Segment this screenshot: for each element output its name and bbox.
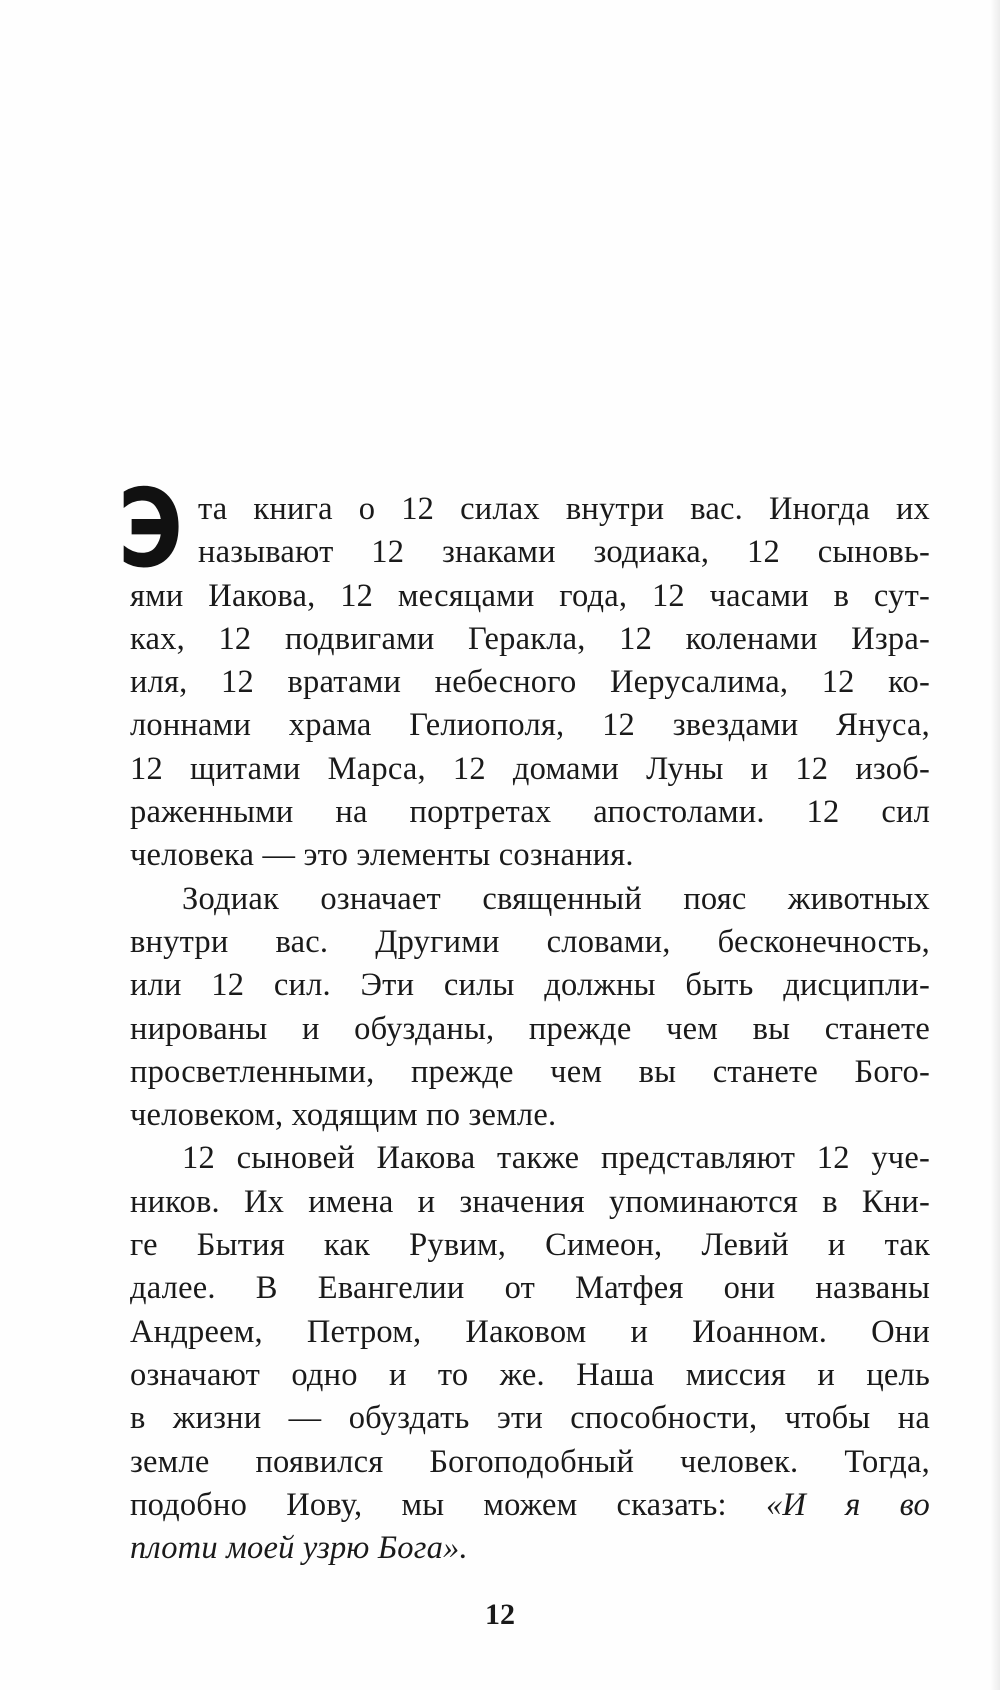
page-number: 12 [485,1598,515,1631]
text-line: иля, 12 вратами небесного Иерусалима, 12 ко- [130,664,930,701]
text-line-mixed [130,1484,930,1527]
text-line: 12 щитами Марса, 12 домами Луны и 12 изоб- [130,750,930,787]
text-line: человека — это элементы сознания. [130,837,634,874]
text-line: внутри вас. Другими словами, бесконечность, [130,923,930,960]
text-line: ями Иакова, 12 месяцами года, 12 часами в сут- [130,577,930,614]
text-line: ников. Их имена и значения упоминаются в Кни- [130,1183,930,1220]
drop-cap-letter: Э [118,467,183,592]
text-fragment: подобно Иову, мы можем сказать: [130,1486,727,1523]
page-edge-shadow [990,0,1000,1690]
text-line: раженными на портретах апостолами. 12 сил [130,794,930,831]
text-line: называют 12 знаками зодиака, 12 сыновь- [198,534,930,571]
text-line: 12 сыновей Иакова также представляют 12 уче- [182,1140,930,1177]
text-line: Андреем, Петром, Иаковом и Иоанном. Они [130,1313,930,1350]
text-line: далее. В Евангелии от Матфея они названы [130,1270,930,1307]
text-line: означают одно и то же. Наша миссия и цель [130,1356,930,1393]
body-text [130,488,930,1570]
text-line: или 12 сил. Эти силы должны быть дисципли- [130,967,930,1004]
text-line: земле появился Богоподобный человек. Тогда, [130,1443,930,1480]
text-line: просветленными, прежде чем вы станете Бого- [130,1053,930,1090]
text-line: ге Бытия как Рувим, Симеон, Левий и так [130,1227,930,1264]
quote-line: плоти моей узрю Бога». [130,1530,468,1567]
text-line: лоннами храма Гелиополя, 12 звездами Януса, [130,707,930,744]
text-line: ках, 12 подвигами Геракла, 12 коленами Изра- [130,620,930,657]
text-line: та книга о 12 силах внутри вас. Иногда их [198,491,930,527]
text-line: Зодиак означает священный пояс животных [182,880,930,917]
text-line: нированы и обузданы, прежде чем вы станете [130,1010,930,1047]
quote-fragment: «И я во [765,1486,931,1523]
text-line: в жизни — обуздать эти способности, чтобы на [130,1400,930,1437]
text-line: человеком, ходящим по земле. [130,1097,557,1134]
